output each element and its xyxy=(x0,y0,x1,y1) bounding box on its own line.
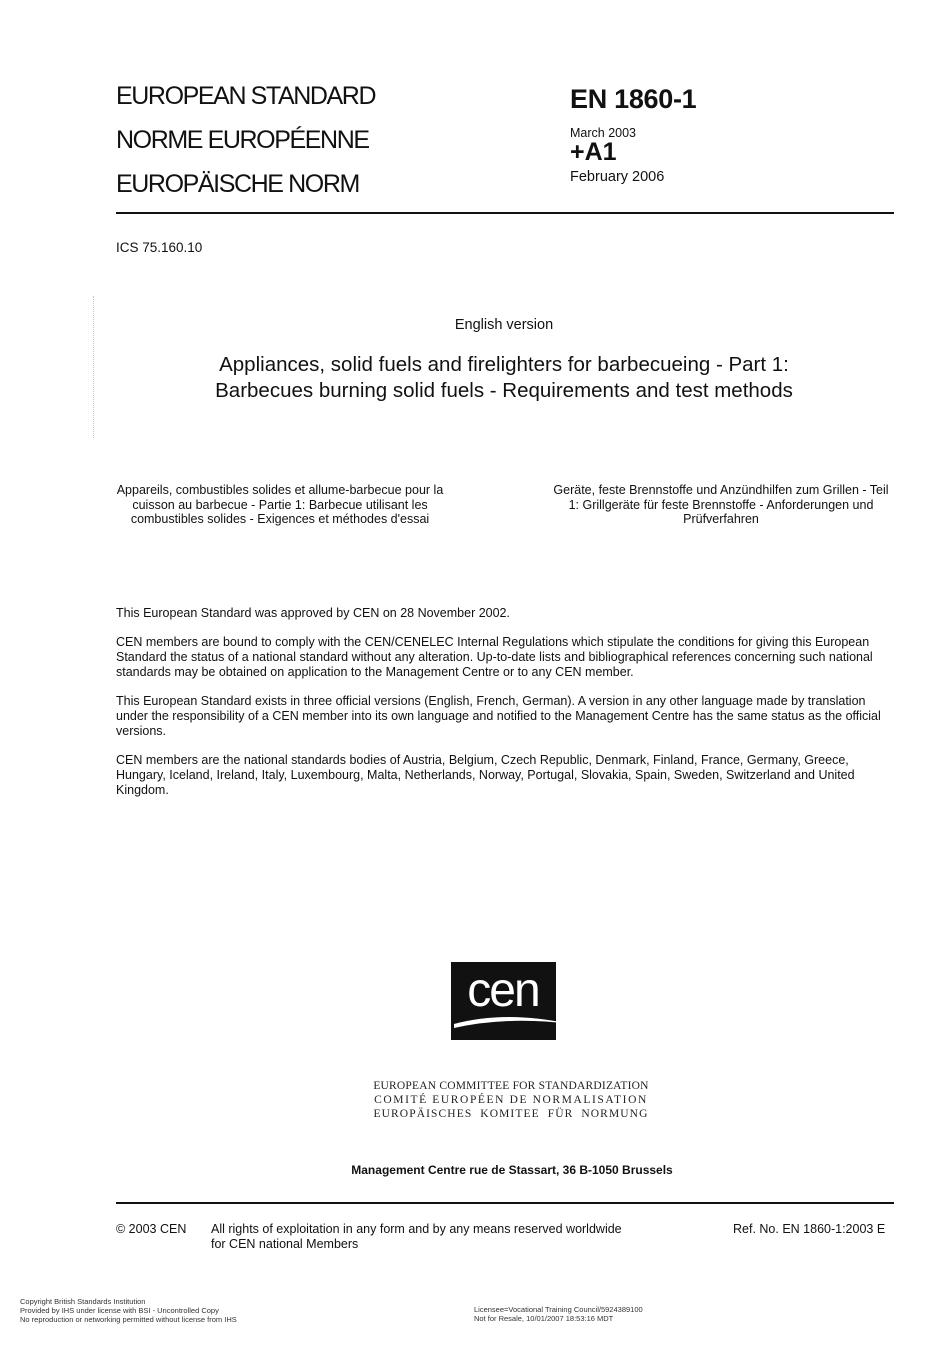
license-line: No reproduction or networking permitted without license from IHS xyxy=(20,1315,237,1324)
amendment-date: February 2006 xyxy=(570,169,665,185)
license-line: Licensee=Vocational Training Council/5924389100 xyxy=(474,1305,643,1314)
cen-logo-text: cen xyxy=(467,964,539,1017)
header-divider xyxy=(116,212,894,214)
versions-paragraph: This European Standard exists in three official versions (English, French, German). A version in any other language made by translation under the responsibility of a CEN member into its own language and notified to the Management Centre has the same status as the official versions. xyxy=(116,694,881,738)
ics-code: ICS 75.160.10 xyxy=(116,240,203,255)
copyright-notice: © 2003 CEN xyxy=(116,1222,187,1236)
reference-number: Ref. No. EN 1860-1:2003 E xyxy=(733,1222,886,1236)
language-version: English version xyxy=(454,317,554,333)
license-notice-right xyxy=(474,1305,643,1323)
license-line: Not for Resale, 10/01/2007 18:53:16 MDT xyxy=(474,1314,614,1323)
regulations-paragraph: CEN members are bound to comply with the CEN/CENELEC Internal Regulations which stipulate the conditions for giving this European Standard the status of a national standard without any alteration. Up-to-date lists and bibliographical references concerning such national standards may be obtained on application to the Management Centre or to any CEN member. xyxy=(116,635,873,679)
german-title: Geräte, feste Brennstoffe und Anzündhilfen zum Grillen - Teil 1: Grillgeräte für feste Brennstoffe - Anforderungen und Prüfverfahren xyxy=(553,483,889,526)
members-paragraph: CEN members are the national standards bodies of Austria, Belgium, Czech Republic, Denmark, Finland, France, Germany, Greece, Hungary, Iceland, Ireland, Italy, Luxembourg, Malta, Netherlands, Norway, Portugal, Slovakia, Spain, Sweden, Switzerland and United Kingdom. xyxy=(116,753,855,797)
approval-text xyxy=(116,606,896,812)
standard-type-german: EUROPÄISCHE NORM xyxy=(116,170,359,198)
cen-logo-icon xyxy=(446,958,576,1043)
org-name-english: EUROPEAN COMMITTEE FOR STANDARDIZATION xyxy=(373,1080,649,1092)
publication-date: March 2003 xyxy=(570,126,637,140)
standard-number: EN 1860-1 xyxy=(570,84,697,114)
license-line: Copyright British Standards Institution xyxy=(20,1297,146,1306)
standard-type-english: EUROPEAN STANDARD xyxy=(116,82,376,110)
license-notice-left xyxy=(20,1297,237,1324)
rights-notice: All rights of exploitation in any form and by any means reserved worldwide for CEN national Members xyxy=(211,1222,622,1251)
footer-divider xyxy=(116,1202,894,1204)
management-centre-address: Management Centre rue de Stassart, 36 B-1050 Brussels xyxy=(351,1163,673,1177)
approval-paragraph: This European Standard was approved by CEN on 28 November 2002. xyxy=(116,606,510,620)
title-line-1: Appliances, solid fuels and firelighters for barbecueing - Part 1: xyxy=(219,353,789,376)
standard-type-french: NORME EUROPÉENNE xyxy=(116,126,369,154)
title-line-2: Barbecues burning solid fuels - Requirements and test methods xyxy=(215,379,793,402)
org-name-french: COMITÉ EUROPÉEN DE NORMALISATION xyxy=(374,1094,648,1106)
license-line: Provided by IHS under license with BSI - Uncontrolled Copy xyxy=(20,1306,219,1315)
amendment-label: +A1 xyxy=(570,138,617,166)
org-name-german: EUROPÄISCHES KOMITEE FÜR NORMUNG xyxy=(373,1108,649,1120)
document-title xyxy=(130,352,878,404)
french-title: Appareils, combustibles solides et allume-barbecue pour la cuisson au barbecue - Partie 1: Barbecue utilisant les combustibles solides - Exigences et méthodes d'essai xyxy=(116,483,444,526)
